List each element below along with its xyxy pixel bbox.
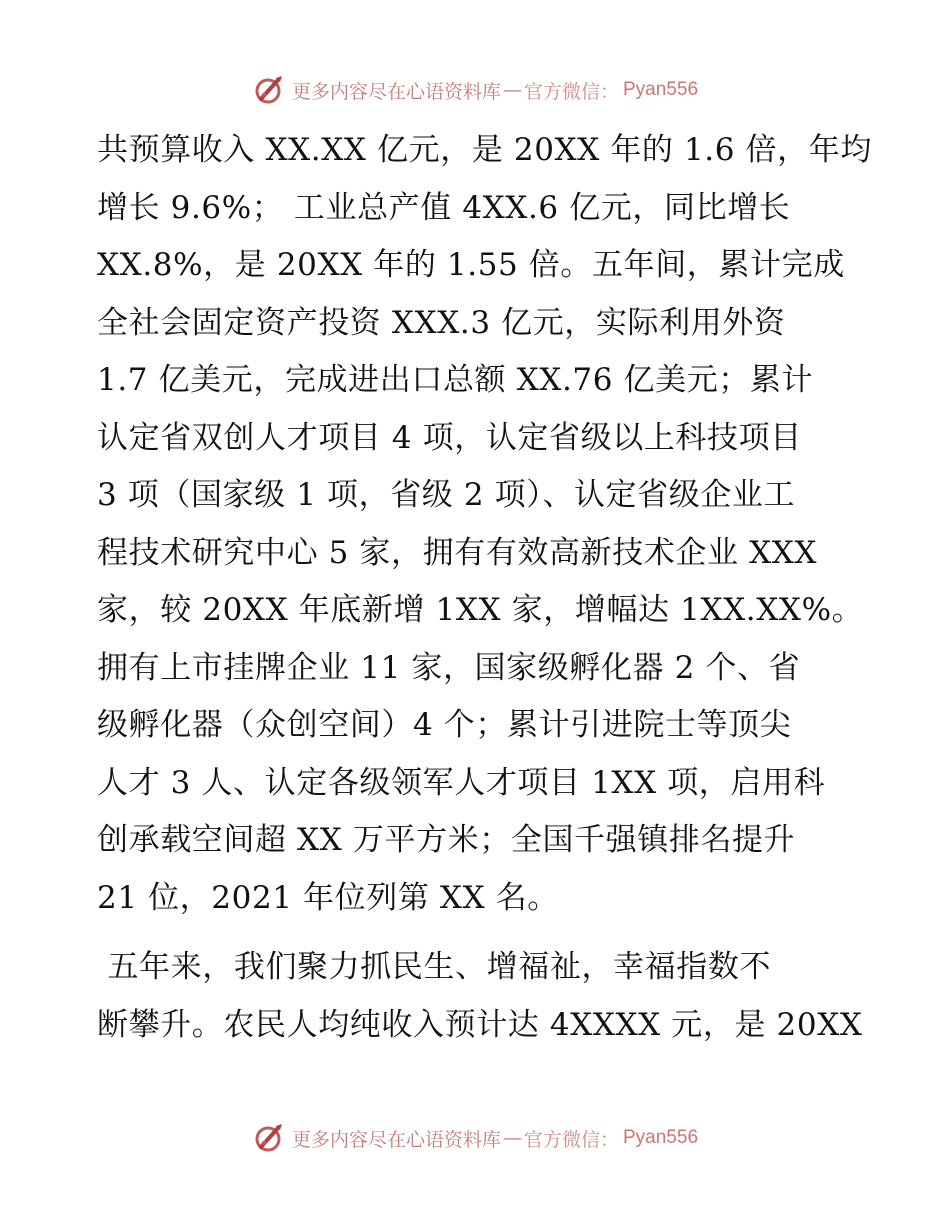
document-body [97, 122, 872, 1054]
watermark-dash: — [502, 79, 522, 101]
text-line: 1.7 亿美元，完成进出口总额 XX.76 亿美元；累计 [97, 362, 814, 398]
watermark-label: 官方微信： [523, 1128, 619, 1151]
watermark-title: 更多内容尽在心语资料库 [291, 1128, 501, 1151]
text-line: 拥有上市挂牌企业 11 家，国家级孵化器 2 个、省 [97, 649, 801, 686]
footer-watermark-banner [0, 1118, 950, 1158]
text-line: 21 位，2021 年位列第 XX 名。 [97, 879, 559, 916]
watermark-label: 官方微信： [523, 80, 619, 103]
text-line: 五年来，我们聚力抓民生、增福祉，幸福指数不 [97, 949, 772, 985]
paragraph [97, 122, 872, 927]
text-line: 家，较 20XX 年底新增 1XX 家，增幅达 1XX.XX%。 [97, 592, 864, 628]
text-line: 人才 3 人、认定各级领军人才项目 1XX 项，启用科 [97, 764, 826, 801]
paragraph-spacer [97, 927, 867, 939]
text-line: 认定省双创人才项目 4 项，认定省级以上科技项目 [97, 419, 802, 456]
watermark-id: Pyan556 [623, 79, 699, 100]
pen-logo-icon [252, 73, 286, 107]
text-line: 3 项（国家级 1 项，省级 2 项）、认定省级企业工 [97, 477, 796, 513]
text-line: 创承载空间超 XX 万平方米；全国千强镇排名提升 [97, 822, 796, 858]
watermark-dash: — [502, 1127, 522, 1149]
paragraph [97, 939, 867, 1054]
pen-logo-icon [252, 1121, 286, 1155]
text-line: 级孵化器（众创空间）4 个；累计引进院士等顶尖 [97, 707, 792, 743]
watermark-id: Pyan556 [623, 1127, 699, 1148]
text-line: 程技术研究中心 5 家，拥有有效高新技术企业 XXX [97, 534, 818, 571]
header-watermark-banner [0, 70, 950, 110]
footer-watermark-text [292, 1125, 698, 1152]
text-line: 全社会固定资产投资 XXX.3 亿元，实际利用外资 [97, 304, 786, 341]
header-watermark-text [292, 77, 698, 104]
text-line: 共预算收入 XX.XX 亿元，是 20XX 年的 1.6 倍，年均 [97, 132, 872, 168]
text-line: 断攀升。农民人均纯收入预计达 4XXXX 元，是 20XX [97, 1006, 863, 1043]
watermark-title: 更多内容尽在心语资料库 [291, 80, 501, 103]
text-line: 增长 9.6%； 工业总产值 4XX.6 亿元，同比增长 [97, 189, 791, 226]
text-line: XX.8%，是 20XX 年的 1.55 倍。五年间，累计完成 [97, 247, 845, 283]
